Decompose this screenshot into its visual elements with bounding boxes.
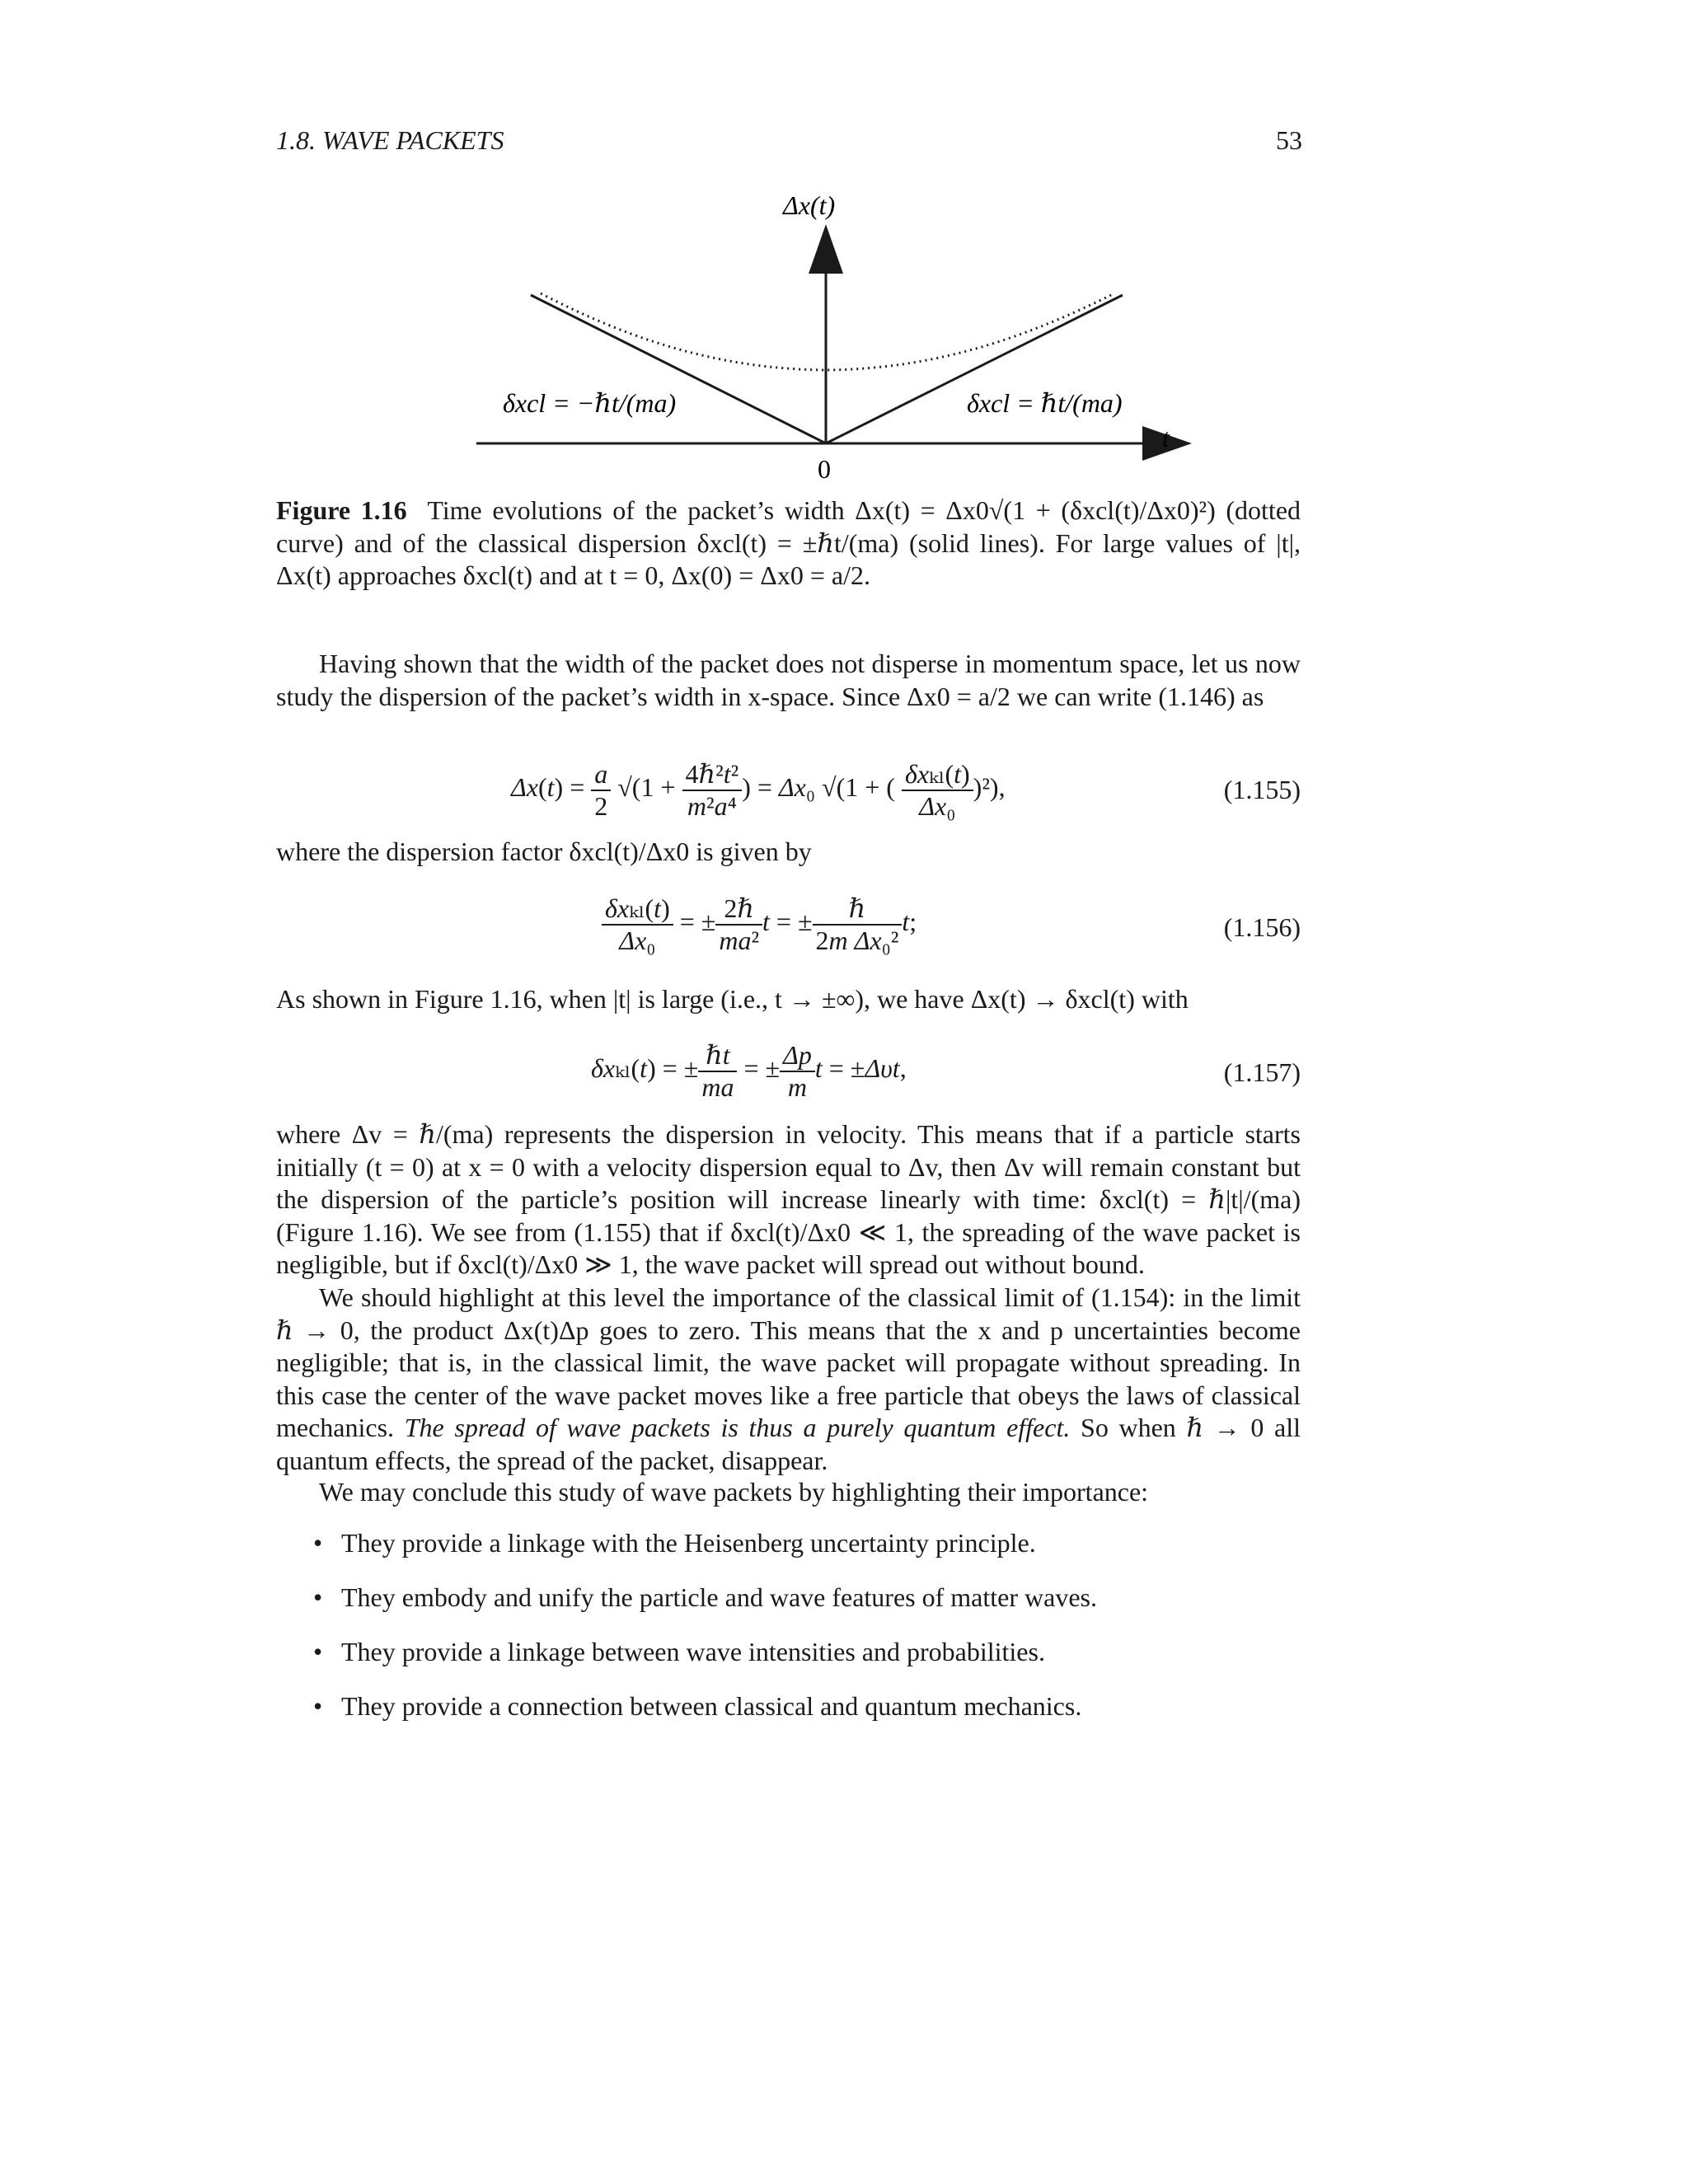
paragraph-intro: Having shown that the width of the packet does not disperse in momentum space, let us now study the dispersion of the packet’s width in x-space. Since Δx0 = a/2 we can write (1.146) as bbox=[276, 649, 1301, 711]
classical-limit-text-a: We should highlight at this level the importance of the classical limit of (1.154): in the limit ℏ → 0, the product Δx(t)Δp goes to zero. This means that the x and p uncertainties become negligible; that is, in the classical limit, the wave packet will propagate without spreading. In this case the center of the wave packet moves like a free particle that obeys the laws of classical mechanics. bbox=[276, 1282, 1301, 1442]
paragraph-velocity-dispersion: where Δv = ℏ/(ma) represents the dispersion in velocity. This means that if a particle starts initially (t = 0) at x = 0 with a velocity dispersion equal to Δv, then Δv will remain constant but the dispersion of the particle’s position will increase linearly with time: δxcl(t) = ℏ|t|/(ma) (Figure 1.16). We see from (1.155) that if δxcl(t)/Δx0 ≪ 1, the spreading of the wave packet is negligible, but if δxcl(t)/Δx0 ≫ 1, the wave packet will spread out without bound. bbox=[276, 1119, 1301, 1279]
equation-1-157: δxₖₗ(t) = ± $\frac{\text{ℏt}}{ma}$ = ± $\frac{\Delta p}{m}$ t = ±Δυt, (1.157) bbox=[591, 1039, 1301, 1102]
list-item bbox=[307, 1526, 1296, 1581]
figure-caption-label: Figure 1.16 bbox=[276, 495, 407, 525]
page-number: 53 bbox=[1276, 125, 1302, 155]
list-item bbox=[307, 1635, 1296, 1690]
list-item-text: They provide a linkage with the Heisenberg uncertainty principle. bbox=[341, 1528, 1036, 1558]
list-item bbox=[307, 1581, 1296, 1635]
bullet-icon: • bbox=[313, 1582, 323, 1612]
origin-label: 0 bbox=[818, 454, 831, 484]
y-axis-label: Δx(t) bbox=[783, 190, 836, 220]
running-head: 1.8. WAVE PACKETS bbox=[276, 125, 504, 155]
figure-caption-text: Time evolutions of the packet’s width Δx(t) = Δx0√(1 + (δxcl(t)/Δx0)²) (dotted curve) and of the classical dispersion δxcl(t) = ±ℏt/(ma) (solid lines). For large values of |t|, Δx(t) approaches δxcl(t) and at t = 0, Δx(0) = Δx0 = a/2. bbox=[276, 495, 1301, 590]
x-axis-label: t bbox=[1162, 423, 1170, 452]
equation-1-155: Δx(t) = $\frac{a}{2}$ √(1 + $\frac{\text{4ℏ²t²}}{\text{m²a⁴}}$ ) = Δx₀ √(1 + ( $\frac{\text{δxₖₗ(t)}}{\text{Δx₀}}$ )²), (1.155) bbox=[511, 758, 1301, 821]
importance-list bbox=[307, 1526, 1296, 1744]
bullet-icon: • bbox=[313, 1691, 323, 1721]
paragraph-conclusion: We may conclude this study of wave packets by highlighting their importance: bbox=[319, 1477, 1149, 1507]
equation-number-1-156: (1.156) bbox=[1223, 912, 1301, 942]
list-item-text: They provide a connection between classical and quantum mechanics. bbox=[341, 1691, 1082, 1721]
bullet-icon: • bbox=[313, 1528, 323, 1558]
width-dotted-curve bbox=[541, 293, 1114, 370]
paragraph-classical-limit bbox=[276, 1282, 1301, 1477]
figure-caption bbox=[276, 494, 1301, 593]
right-line-label: δxcl = ℏt/(ma) bbox=[967, 388, 1123, 418]
left-line-label: δxcl = −ℏt/(ma) bbox=[503, 388, 677, 418]
equation-number-1-157: (1.157) bbox=[1223, 1057, 1301, 1087]
list-item-text: They embody and unify the particle and wave features of matter waves. bbox=[341, 1582, 1097, 1612]
classical-line-right bbox=[826, 295, 1123, 443]
bullet-icon: • bbox=[313, 1637, 323, 1666]
classical-limit-italic: The spread of wave packets is thus a purely quantum effect. bbox=[404, 1413, 1071, 1442]
list-item-text: They provide a linkage between wave intensities and probabilities. bbox=[341, 1637, 1045, 1666]
equation-1-156: $\frac{\text{δxₖₗ(t)}}{\text{Δx₀}}$ = ± $\frac{\text{2ℏ}}{\text{ma²}}$ t = ± $\frac{\text{ℏ}}{\text{2m Δx₀²}}$ t; (1.156) bbox=[276, 886, 1301, 977]
paragraph-dispersion-factor: where the dispersion factor δxcl(t)/Δx0 is given by bbox=[276, 837, 812, 866]
classical-limit-text-b: So when ℏ → 0 all quantum effects, the spread of the packet, disappear. bbox=[276, 1413, 1301, 1475]
paragraph-large-t: As shown in Figure 1.16, when |t| is large (i.e., t → ±∞), we have Δx(t) → δxcl(t) with bbox=[276, 984, 1189, 1014]
list-item bbox=[307, 1690, 1296, 1744]
equation-number-1-155: (1.155) bbox=[1223, 775, 1301, 804]
